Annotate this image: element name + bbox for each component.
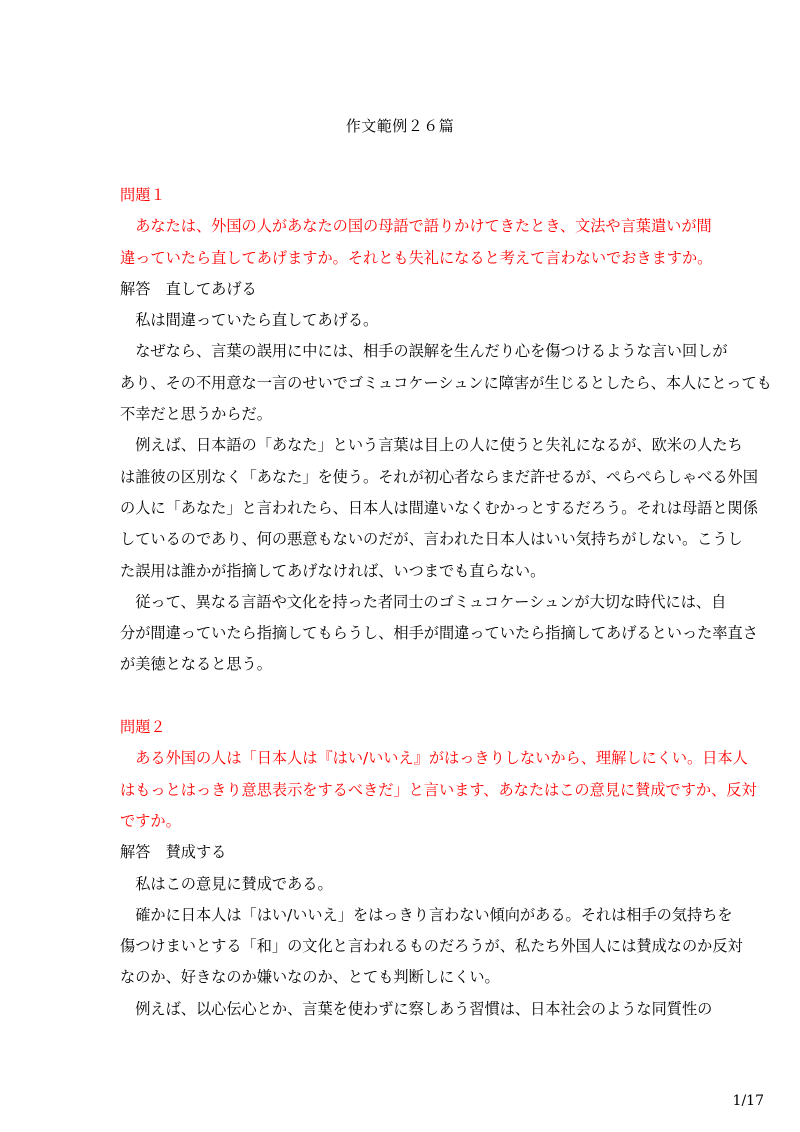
question-2-heading: 問題２ [120, 718, 166, 737]
document-body [120, 180, 772, 1025]
question-1-section [120, 180, 772, 681]
answer-1-line: の人に「あなた」と言われたら、日本人は間違いなくむかっとするだろう。それは母語と関係 [120, 498, 758, 517]
question-2-text-line: ある外国の人は「日本人は『はい/いいえ』がはっきりしないから、理解しにくい。日本人 [135, 749, 748, 768]
answer-2-line: なのか、好きなのか嫌いなのか、とても判断しにくい。 [120, 968, 500, 987]
answer-1-line: 例えば、日本語の「あなた」という言葉は目上の人に使うと失礼になるが、欧米の人たち [135, 436, 743, 455]
question-1-text-line: あなたは、外国の人があなたの国の母語で語りかけてきたとき、文法や言葉遣いが間 [135, 217, 712, 236]
page-number: 1/17 [732, 1093, 764, 1109]
answer-1-line: しているのであり、何の悪意もないのだが、言われた日本人はいい気持ちがしない。こうし [120, 530, 743, 549]
answer-2-line: 私はこの意見に賛成である。 [135, 874, 333, 893]
question-2-text-line: はもっとはっきり意思表示をするべきだ」と言います、あなたはこの意見に賛成ですか、反対 [120, 780, 757, 799]
answer-1-line: 不幸だと思うからだ。 [120, 405, 272, 424]
question-1-heading: 問題１ [120, 186, 166, 204]
answer-1-line: 私は間違っていたら直してあげる。 [135, 311, 379, 330]
question-2-text-line: ですか。 [120, 811, 181, 830]
answer-1-line: 分が間違っていたら指摘してもらうし、相手が間違っていたら指摘してあげるといった率直さ [120, 624, 758, 643]
answer-1-line: た誤用は誰かが指摘してあげなければ、いつまでも直らない。 [120, 561, 546, 580]
answer-1-line: は誰彼の区別なく「あなた」を使う。それが初心者ならまだ許せるが、ぺらぺらしゃべる外国 [120, 467, 758, 486]
question-2-section [120, 712, 757, 1025]
page-title: 作文範例２６篇 [345, 117, 455, 135]
answer-1-line: 従って、異なる言語や文化を持った者同士のゴミュコケーシュンが大切な時代には、自 [135, 592, 727, 611]
question-1-text-line: 違っていたら直してあげますか。それとも失礼になると考えて言わないでおきますか。 [120, 248, 713, 267]
answer-2-line: 傷つけまいとする「和」の文化と言われるものだろうが、私たち外国人には賛成なのか反対 [120, 937, 743, 956]
section-spacer [120, 681, 686, 712]
answer-2-label: 解答 賛成する [120, 843, 227, 862]
answer-1-line: が美徳となると思う。 [120, 655, 272, 674]
answer-1-label: 解答 直してあげる [120, 279, 257, 298]
answer-2-line: 例えば、以心伝心とか、言葉を使わずに察しあう習慣は、日本社会のような同質性の [135, 999, 713, 1018]
answer-2-line: 確かに日本人は「はい/いいえ」をはっきり言わない傾向がある。それは相手の気持ちを [135, 905, 733, 924]
answer-1-line: あり、その不用意な一言のせいでゴミュコケーシュンに障害が生じるとしたら、本人にとっても [120, 373, 772, 392]
answer-1-line: なぜなら、言葉の誤用に中には、相手の誤解を生んだり心を傷つけるような言い回しが [135, 342, 728, 361]
